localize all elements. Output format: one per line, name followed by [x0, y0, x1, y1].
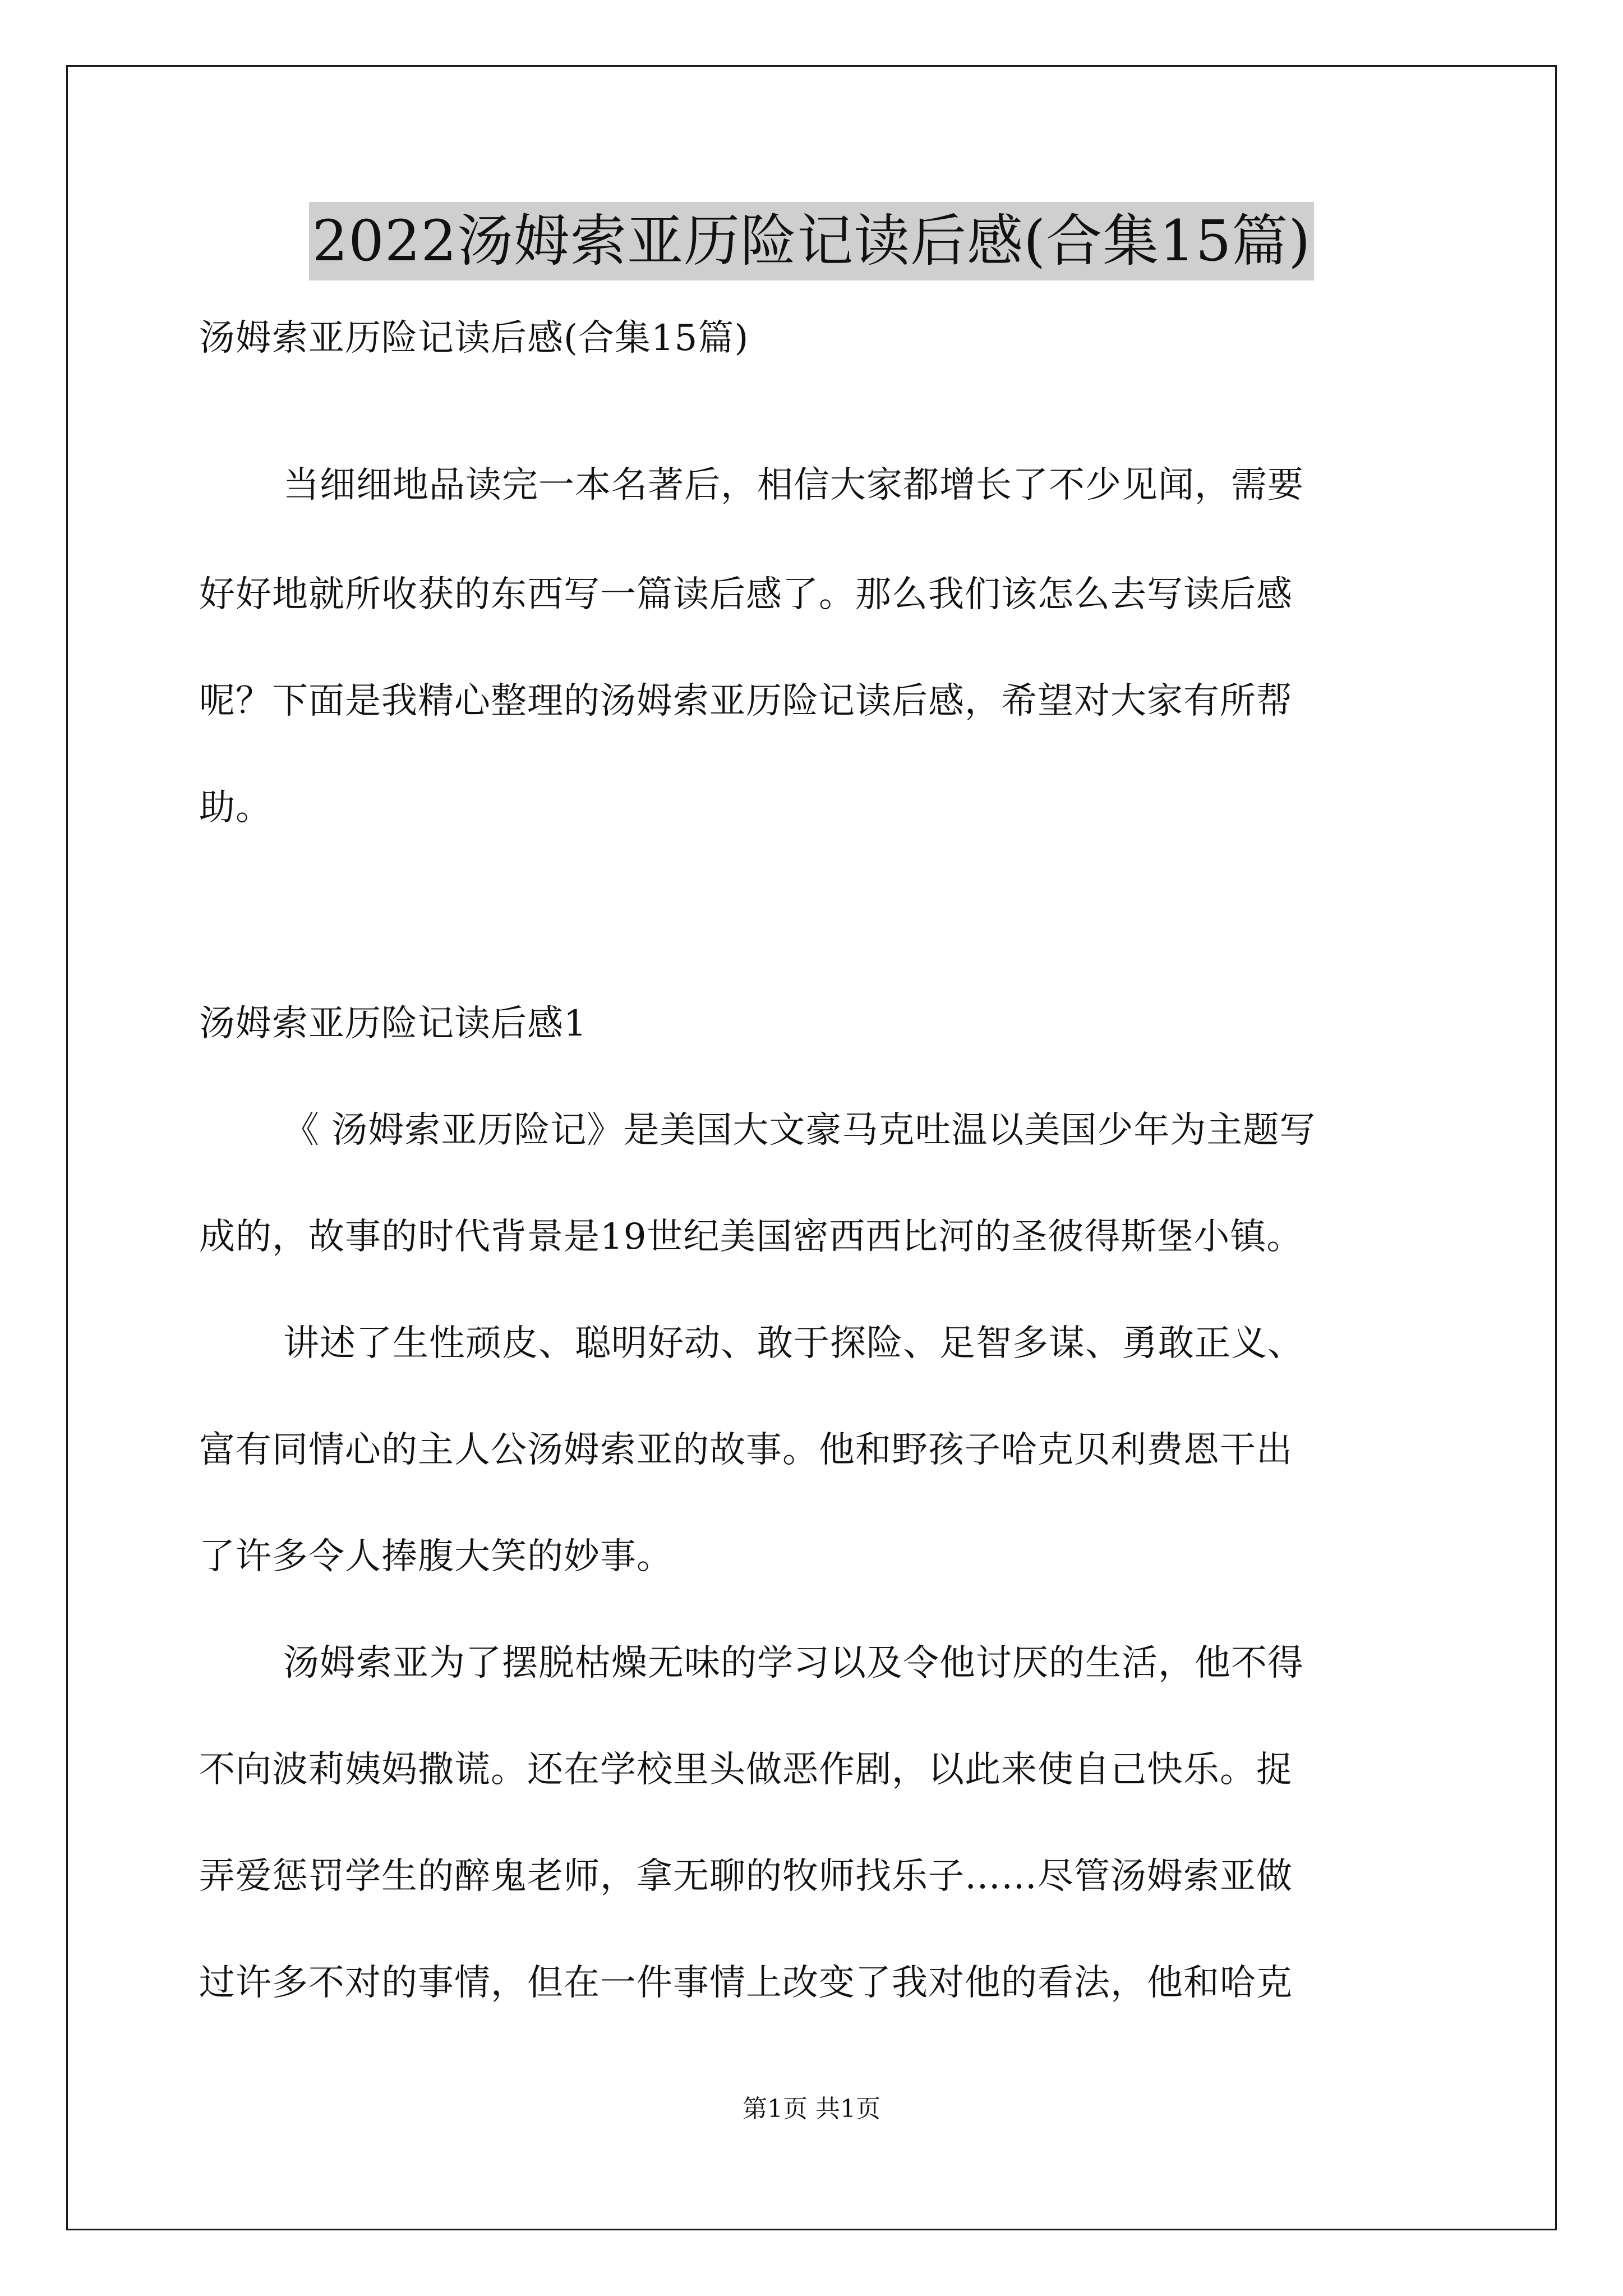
intro-line: 当细细地品读完一本名著后，相信大家都增长了不少见闻，需要	[283, 464, 1304, 506]
body-line: 弄爱惩罚学生的醉鬼老师，拿无聊的牧师找乐子……尽管汤姆索亚做	[199, 1856, 1293, 1897]
body-line: 过许多不对的事情，但在一件事情上改变了我对他的看法，他和哈克	[199, 1962, 1293, 2004]
intro-line: 好好地就所收获的东西写一篇读后感了。那么我们该怎么去写读后感	[199, 574, 1293, 615]
section-heading: 汤姆索亚历险记读后感1	[199, 1003, 587, 1045]
page-number: 第1页 共1页	[743, 2095, 880, 2123]
body-line: 富有同情心的主人公汤姆索亚的故事。他和野孩子哈克贝利费恩干出	[199, 1429, 1293, 1471]
body-line: 《 汤姆索亚历险记》是美国大文豪马克吐温以美国少年为主题写	[283, 1110, 1316, 1151]
intro-line: 呢？下面是我精心整理的汤姆索亚历险记读后感，希望对大家有所帮	[199, 680, 1293, 722]
intro-line: 助。	[199, 787, 272, 829]
body-line: 成的，故事的时代背景是19世纪美国密西西比河的圣彼得斯堡小镇。	[199, 1216, 1303, 1258]
body-line: 不向波莉姨妈撒谎。还在学校里头做恶作剧，以此来使自己快乐。捉	[199, 1749, 1293, 1791]
document-title: 2022汤姆索亚历险记读后感(合集15篇)	[309, 202, 1315, 280]
body-line: 讲述了生性顽皮、聪明好动、敢于探险、足智多谋、勇敢正义、	[283, 1323, 1304, 1364]
body-line: 了许多令人捧腹大笑的妙事。	[199, 1536, 673, 1577]
body-line: 汤姆索亚为了摆脱枯燥无味的学习以及令他讨厌的生活，他不得	[283, 1642, 1304, 1684]
document-subtitle: 汤姆索亚历险记读后感(合集15篇)	[199, 318, 749, 359]
title-container	[0, 202, 1623, 280]
